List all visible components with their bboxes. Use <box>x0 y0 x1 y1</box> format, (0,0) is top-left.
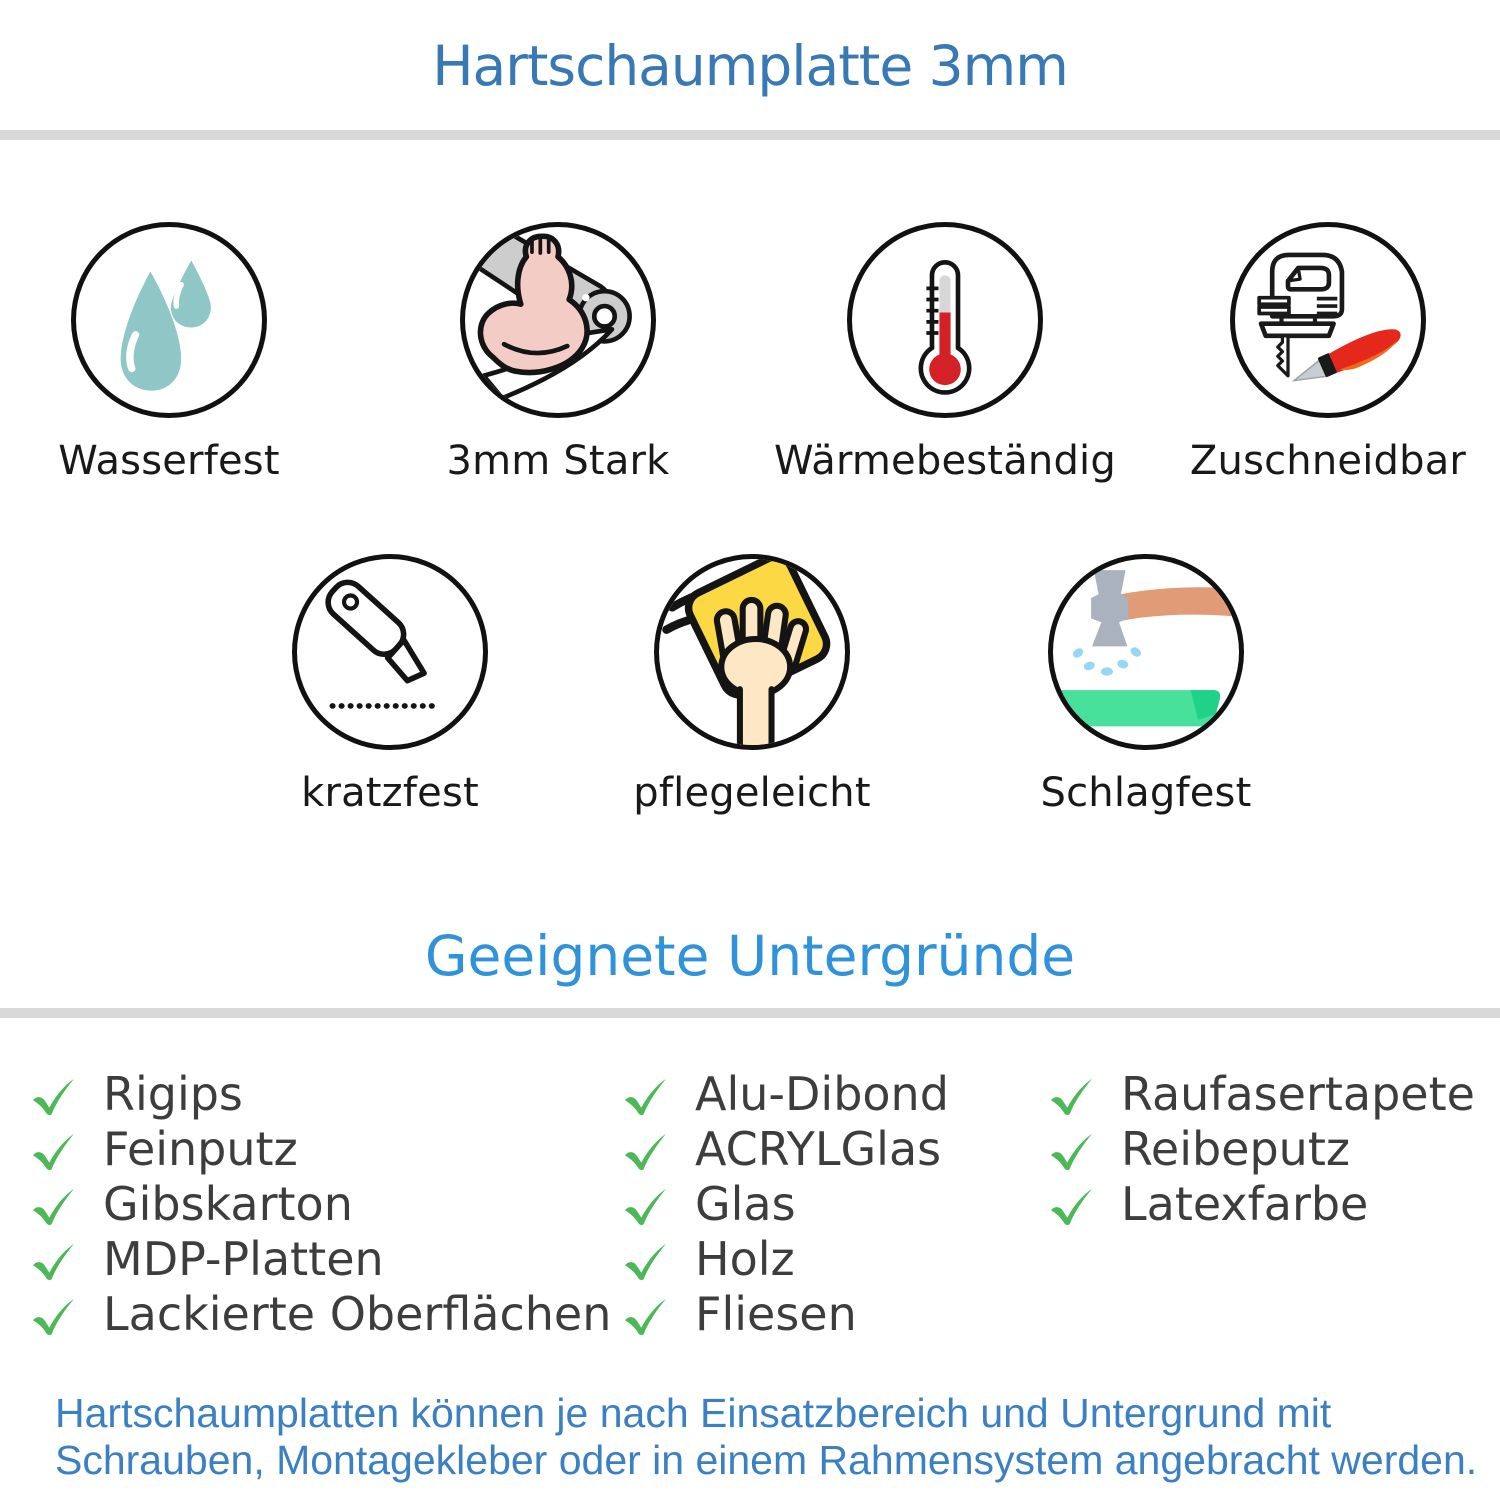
check-icon <box>622 1241 669 1282</box>
substrates-column-1 <box>30 1066 611 1341</box>
feature-kratzfest <box>292 554 488 750</box>
feature-label: pflegeleicht <box>633 770 871 816</box>
list-item: Holz <box>622 1231 949 1286</box>
list-item: Latexfarbe <box>1048 1176 1475 1231</box>
check-icon <box>1048 1131 1095 1172</box>
check-icon <box>30 1076 77 1117</box>
substrates-column-3 <box>1048 1066 1475 1231</box>
check-icon <box>622 1131 669 1172</box>
check-icon <box>1048 1186 1095 1227</box>
list-item: Feinputz <box>30 1121 611 1176</box>
mounting-note-line1: Hartschaumplatten können je nach Einsatzbereich und Untergrund mit <box>55 1390 1332 1436</box>
utility-knife-icon <box>292 554 488 750</box>
divider-top <box>0 130 1500 140</box>
feature-pflegeleicht <box>654 554 850 750</box>
feature-wasserfest <box>71 222 267 418</box>
mounting-note <box>55 1390 1495 1484</box>
check-icon <box>30 1131 77 1172</box>
hammer-impact-icon <box>1048 554 1244 750</box>
check-icon <box>622 1186 669 1227</box>
check-icon <box>1048 1076 1095 1117</box>
check-icon <box>622 1076 669 1117</box>
feature-schlagfest <box>1048 554 1244 750</box>
page-title: Hartschaumplatte 3mm <box>432 34 1068 98</box>
divider-substrates <box>0 1008 1500 1018</box>
feature-label: Wärmebeständig <box>774 438 1116 484</box>
check-icon <box>30 1296 77 1337</box>
check-icon <box>30 1241 77 1282</box>
list-item: Glas <box>622 1176 949 1231</box>
check-icon <box>30 1186 77 1227</box>
feature-label: Wasserfest <box>58 438 280 484</box>
feature-label: 3mm Stark <box>446 438 670 484</box>
feature-waermebestaendig <box>847 222 1043 418</box>
list-item: Reibeputz <box>1048 1121 1475 1176</box>
feature-3mm-stark <box>460 222 656 418</box>
feature-label: kratzfest <box>301 770 479 816</box>
jigsaw-cutter-icon <box>1230 222 1426 418</box>
list-item: Lackierte Oberflächen <box>30 1286 611 1341</box>
list-item: Gibskarton <box>30 1176 611 1231</box>
mounting-note-line2: Schrauben, Montagekleber oder in einem Rahmensystem angebracht werden. <box>55 1437 1478 1483</box>
list-item: MDP-Platten <box>30 1231 611 1286</box>
thermometer-icon <box>847 222 1043 418</box>
list-item: Alu-Dibond <box>622 1066 949 1121</box>
cleaning-hand-icon <box>654 554 850 750</box>
feature-label: Zuschneidbar <box>1189 438 1467 484</box>
water-drops-icon <box>71 222 267 418</box>
feature-zuschneidbar <box>1230 222 1426 418</box>
substrates-column-2 <box>622 1066 949 1341</box>
check-icon <box>622 1296 669 1337</box>
muscle-arm-icon <box>460 222 656 418</box>
list-item: Fliesen <box>622 1286 949 1341</box>
section-title-substrates: Geeignete Untergründe <box>424 924 1076 988</box>
list-item: Rigips <box>30 1066 611 1121</box>
list-item: ACRYLGlas <box>622 1121 949 1176</box>
list-item: Raufasertapete <box>1048 1066 1475 1121</box>
feature-label: Schlagfest <box>1040 770 1252 816</box>
